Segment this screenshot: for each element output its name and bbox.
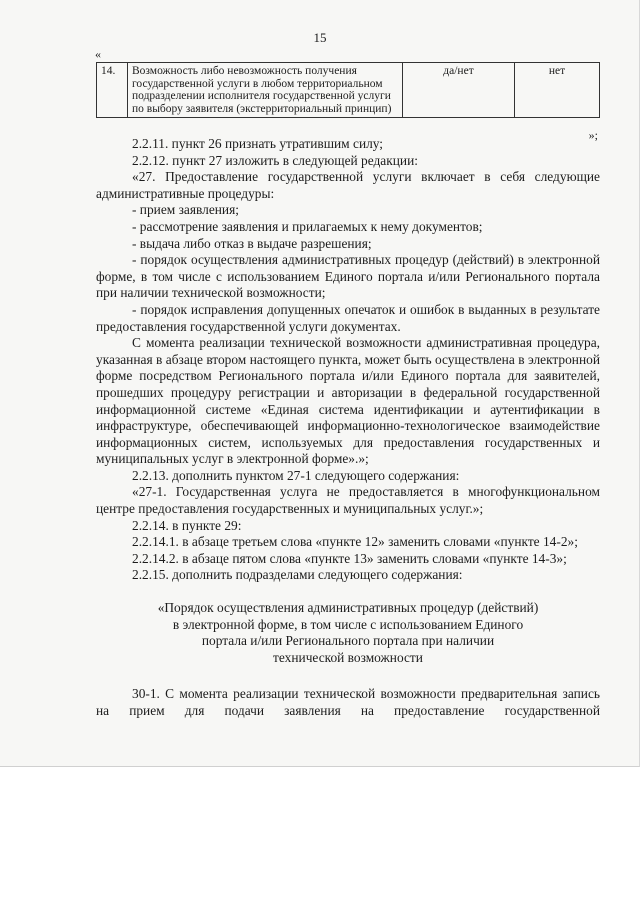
section-heading-line: технической возможности (273, 649, 423, 665)
quote-open-mark: « (95, 47, 101, 61)
paragraph: «27-1. Государственная услуга не предоставляется в многофункциональном центре предоставления государственных и муниципальных услуг.»; (96, 484, 600, 517)
list-item: - выдача либо отказ в выдаче разрешения; (132, 235, 372, 251)
row-number: 14. (97, 63, 128, 118)
paragraph: 2.2.14.1. в абзаце третьем слова «пункте 12» заменить словами «пункте 14-2»; (132, 534, 578, 550)
paragraph: 2.2.14.2. в абзаце пятом слова «пункте 13» заменить словами «пункте 14-3»; (132, 550, 567, 566)
paragraph: 2.2.11. пункт 26 признать утратившим силу; (132, 136, 384, 151)
section-heading-line: в электронной форме, в том числе с использованием Единого (172, 616, 524, 632)
paragraph: 2.2.14. в пункте 29: (132, 517, 242, 533)
list-item: - порядок осуществления административных процедур (действий) в электронной форме, в том числе с использованием Единого портала и/или Регионального портала при наличии технической возможности; (96, 252, 600, 301)
paragraph: С момента реализации технической возможности административная процедура, указанная в абзаце втором настоящего пункта, может быть осуществлена в электронной форме посредством Регионального портала и/или Единого портала для заявителей, прошедших процедуру регистрации и авторизации в федеральной государственной информационной системе «Единая система идентификации и аутентификации в инфраструктуре, обеспечивающей информационно-технологическое взаимодействие информационных систем, используемых для предоставления государственных и муниципальных услуг в электронной форме».»; (96, 335, 600, 467)
list-item: - порядок исправления допущенных опечаток и ошибок в выданных в результате предоставления государственной услуги документах. (96, 301, 600, 334)
paragraph: 2.2.13. дополнить пунктом 27-1 следующего содержания: (132, 467, 460, 483)
paragraph: 30-1. С момента реализации технической возможности предварительная запись на прием для подачи заявления на предоставление государственной (96, 686, 600, 718)
row-value-options: да/нет (403, 63, 515, 118)
list-item: - прием заявления; (132, 202, 239, 218)
row-value: нет (515, 63, 600, 118)
list-item: - рассмотрение заявления и прилагаемых к нему документов; (132, 218, 483, 234)
page-number: 15 (313, 30, 327, 45)
paragraph: «27. Предоставление государственной услуги включает в себя следующие административные процедуры: (96, 169, 600, 201)
table-row (97, 63, 600, 118)
criteria-table (96, 62, 600, 118)
paragraph: 2.2.12. пункт 27 изложить в следующей редакции: (132, 152, 418, 168)
row-description: Возможность либо невозможность получения государственной услуги в любом территориальном подразделении исполнителя государственной услуги по выбору заявителя (экстерриториальный принцип) (128, 63, 403, 118)
document-body (96, 136, 600, 720)
paragraph: 2.2.15. дополнить подразделами следующего содержания: (132, 567, 463, 583)
section-heading-line: «Порядок осуществления административных процедур (действий) (157, 600, 539, 616)
quote-close-mark: »; (588, 128, 598, 142)
section-heading-line: портала и/или Регионального портала при наличии (201, 633, 495, 649)
